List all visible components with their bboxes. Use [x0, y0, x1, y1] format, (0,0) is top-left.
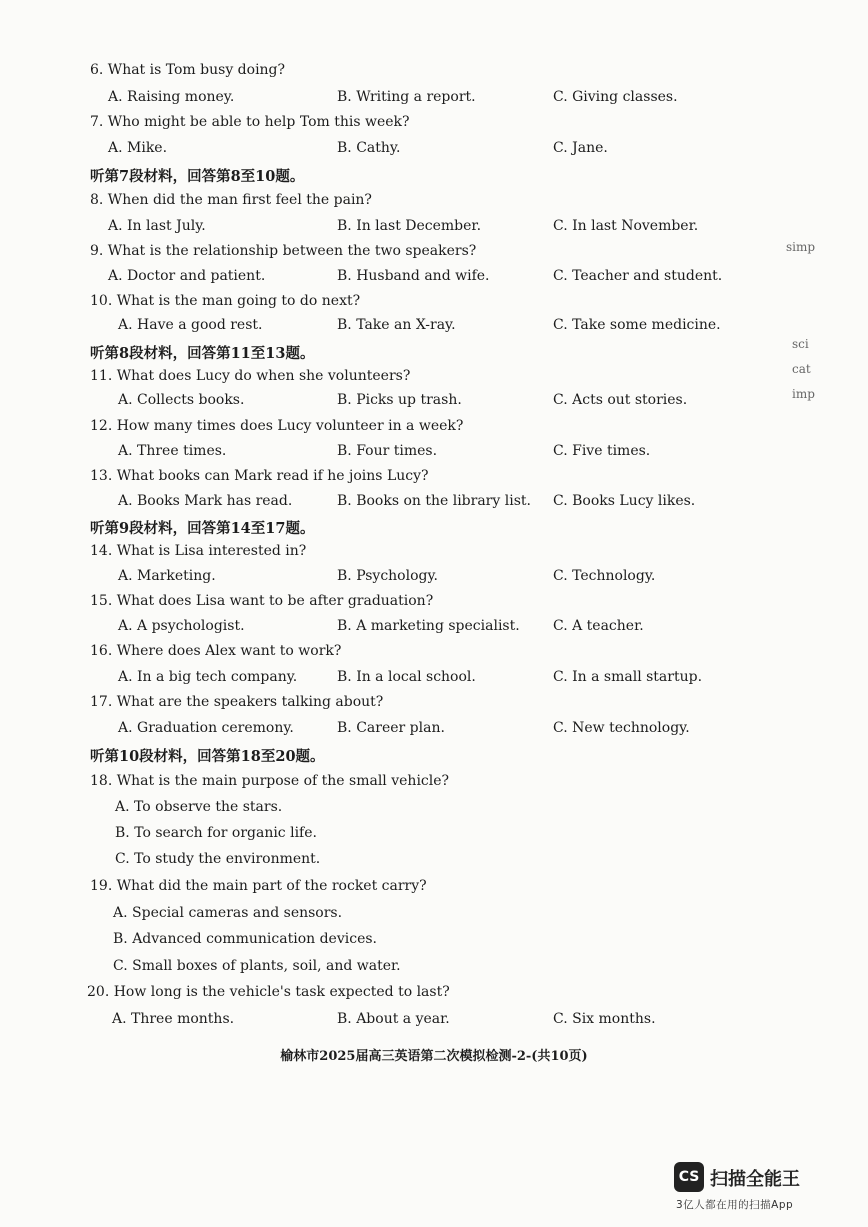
question-13: [0, 468, 868, 494]
option-a: A. Books Mark has read.: [118, 493, 293, 509]
question-stem: 10. What is the man going to do next?: [90, 293, 361, 309]
option-a: A. Marketing.: [118, 568, 216, 584]
edge-fragment: simp: [786, 240, 816, 254]
scanner-watermark: [674, 1162, 822, 1212]
question-16: [0, 643, 868, 669]
option-b: B. Writing a report.: [337, 89, 476, 105]
question-stem: 9. What is the relationship between the two speakers?: [90, 243, 477, 259]
section-heading-8: 听第8段材料，回答第11至13题。: [90, 345, 315, 362]
option-a: A. Have a good rest.: [118, 317, 263, 333]
question-10: [0, 293, 868, 319]
edge-fragment: imp: [792, 387, 815, 401]
option-a: A. Three months.: [112, 1011, 235, 1027]
option-a: A. To observe the stars.: [115, 799, 283, 815]
option-c: C. Technology.: [553, 568, 656, 584]
question-8: [0, 192, 868, 218]
option-c: C. In last November.: [553, 218, 699, 234]
question-9: [0, 243, 868, 269]
option-c: C. Jane.: [553, 140, 608, 156]
option-19-c-line: [0, 958, 868, 984]
option-18-b-line: [0, 825, 868, 851]
question-stem: 16. Where does Alex want to work?: [90, 643, 342, 659]
edge-fragment: cat: [792, 362, 811, 376]
option-18-a-line: [0, 799, 868, 825]
option-b: B. Take an X-ray.: [337, 317, 456, 333]
option-c: C. Take some medicine.: [553, 317, 721, 333]
question-stem: 14. What is Lisa interested in?: [90, 543, 307, 559]
question-11: [0, 368, 868, 394]
option-b: B. A marketing specialist.: [337, 618, 520, 634]
question-stem: 6. What is Tom busy doing?: [90, 62, 286, 78]
option-a: A. Mike.: [108, 140, 168, 156]
section-heading-10: 听第10段材料，回答第18至20题。: [90, 748, 325, 765]
question-18: [0, 773, 868, 799]
option-18-c-line: [0, 851, 868, 877]
option-b: B. Husband and wife.: [337, 268, 490, 284]
option-a: A. In last July.: [108, 218, 206, 234]
question-12: [0, 418, 868, 444]
question-stem: 8. When did the man first feel the pain?: [90, 192, 372, 208]
question-20: [0, 984, 868, 1010]
edge-fragment: sci: [792, 337, 809, 351]
option-b: B. Books on the library list.: [337, 493, 531, 509]
question-15: [0, 593, 868, 619]
option-19-a-line: [0, 905, 868, 931]
option-c: C. Six months.: [553, 1011, 656, 1027]
option-a: A. Raising money.: [108, 89, 235, 105]
option-c: C. In a small startup.: [553, 669, 703, 685]
question-19: [0, 878, 868, 904]
camscanner-logo-icon: CS: [674, 1162, 704, 1192]
option-a: A. In a big tech company.: [118, 669, 298, 685]
options-17: [0, 720, 868, 746]
question-stem: 19. What did the main part of the rocket carry?: [90, 878, 427, 894]
options-8: [0, 218, 868, 244]
options-13: [0, 493, 868, 519]
options-6: [0, 89, 868, 115]
option-a: A. Collects books.: [118, 392, 245, 408]
question-stem: 20. How long is the vehicle's task expected to last?: [87, 984, 450, 1000]
option-c: C. Books Lucy likes.: [553, 493, 696, 509]
question-17: [0, 694, 868, 720]
option-a: A. Special cameras and sensors.: [113, 905, 343, 921]
question-stem: 15. What does Lisa want to be after graduation?: [90, 593, 434, 609]
option-b: B. Advanced communication devices.: [113, 931, 377, 947]
options-12: [0, 443, 868, 469]
options-7: [0, 140, 868, 166]
option-b: B. Four times.: [337, 443, 438, 459]
option-c: C. Teacher and student.: [553, 268, 723, 284]
section-heading-7: 听第7段材料，回答第8至10题。: [90, 168, 305, 185]
question-stem: 7. Who might be able to help Tom this week?: [90, 114, 410, 130]
question-7: [0, 114, 868, 140]
option-19-b-line: [0, 931, 868, 957]
question-stem: 17. What are the speakers talking about?: [90, 694, 384, 710]
option-b: B. Picks up trash.: [337, 392, 462, 408]
option-a: A. Three times.: [118, 443, 227, 459]
option-c: C. To study the environment.: [115, 851, 321, 867]
option-c: C. Acts out stories.: [553, 392, 688, 408]
option-b: B. About a year.: [337, 1011, 450, 1027]
question-stem: 11. What does Lucy do when she volunteers?: [90, 368, 411, 384]
option-b: B. Psychology.: [337, 568, 438, 584]
options-11: [0, 392, 868, 418]
option-c: C. Small boxes of plants, soil, and water.: [113, 958, 401, 974]
option-b: B. Cathy.: [337, 140, 401, 156]
question-6: [0, 62, 868, 88]
question-stem: 13. What books can Mark read if he joins Lucy?: [90, 468, 429, 484]
options-15: [0, 618, 868, 644]
option-b: B. In last December.: [337, 218, 482, 234]
page-footer: 榆林市2025届高三英语第二次模拟检测-2-(共10页): [280, 1049, 588, 1064]
section-heading-9: 听第9段材料，回答第14至17题。: [90, 520, 315, 537]
watermark-app-name: 扫描全能王: [710, 1169, 800, 1190]
options-20: [0, 1011, 868, 1037]
option-a: A. A psychologist.: [118, 618, 245, 634]
options-9: [0, 268, 868, 294]
watermark-tagline: 3亿人都在用的扫描App: [676, 1199, 794, 1211]
option-c: C. Giving classes.: [553, 89, 678, 105]
question-14: [0, 543, 868, 569]
option-b: B. To search for organic life.: [115, 825, 317, 841]
options-16: [0, 669, 868, 695]
option-c: C. New technology.: [553, 720, 690, 736]
option-c: C. Five times.: [553, 443, 651, 459]
option-a: A. Graduation ceremony.: [118, 720, 294, 736]
question-stem: 12. How many times does Lucy volunteer in a week?: [90, 418, 464, 434]
option-a: A. Doctor and patient.: [108, 268, 266, 284]
option-c: C. A teacher.: [553, 618, 644, 634]
option-b: B. In a local school.: [337, 669, 476, 685]
question-stem: 18. What is the main purpose of the small vehicle?: [90, 773, 450, 789]
options-10: [0, 317, 868, 343]
option-b: B. Career plan.: [337, 720, 445, 736]
options-14: [0, 568, 868, 594]
